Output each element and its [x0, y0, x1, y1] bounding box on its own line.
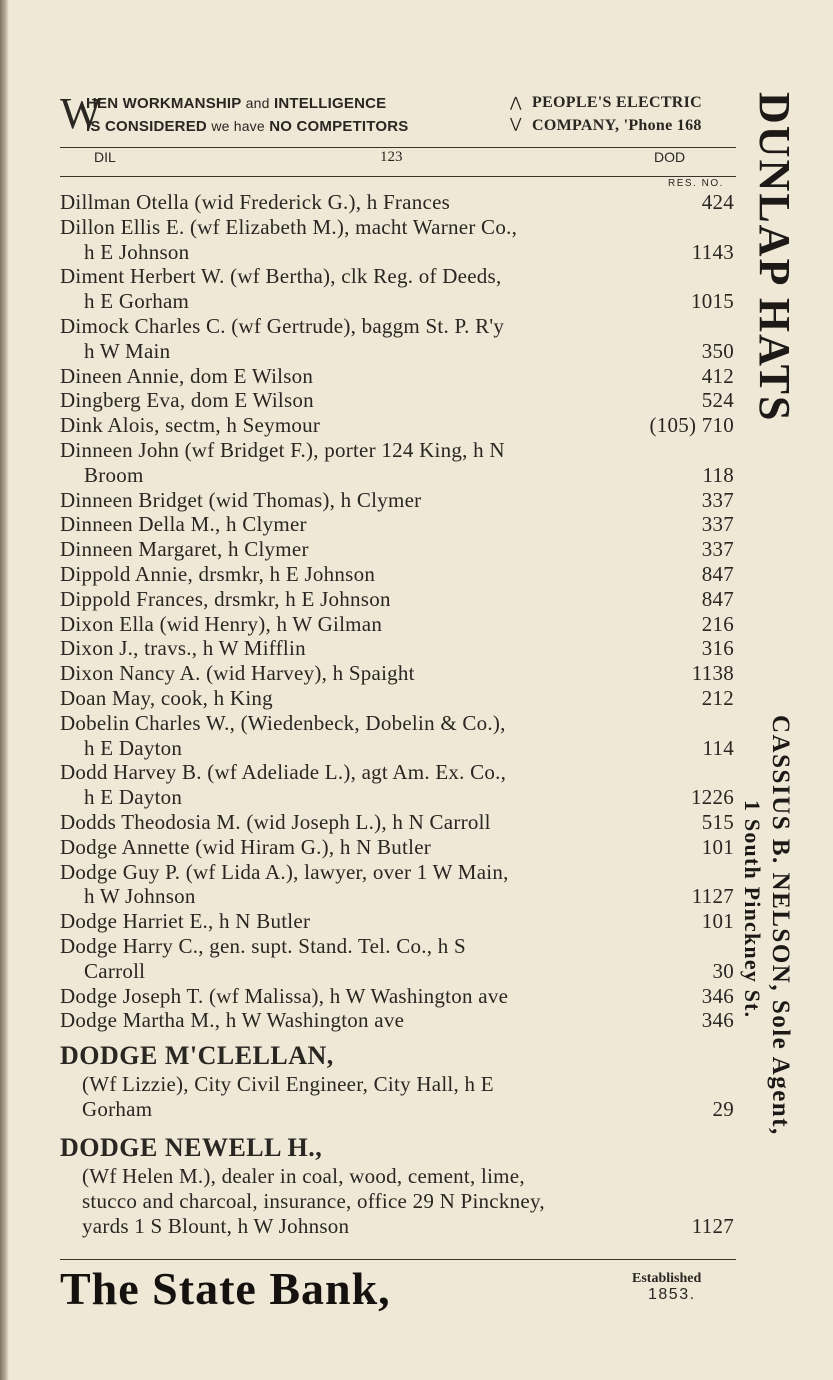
bold-entry-name: DODGE NEWELL H.,	[60, 1133, 323, 1162]
entry-text: h W Main	[84, 338, 171, 363]
bold-entry-dodge-mcclellan	[60, 1040, 736, 1122]
header-ad-line-1-and: and	[245, 95, 270, 111]
directory-entry	[60, 835, 736, 860]
entry-res-number: 412	[701, 363, 734, 388]
entry-text: h E Dayton	[84, 785, 183, 810]
entry-text: h E Johnson	[84, 239, 190, 264]
entry-res-number: 515	[701, 809, 734, 834]
directory-entry-continuation	[60, 240, 736, 265]
footer-rule	[60, 1259, 736, 1260]
directory-entry	[60, 314, 736, 339]
bold-entry-dodge-newell	[60, 1132, 736, 1238]
entry-res-number: 1127	[691, 1213, 734, 1238]
header-ad-line-1-rest: INTELLIGENCE	[273, 95, 387, 112]
bold-entry-line	[60, 1164, 736, 1189]
directory-entry	[60, 612, 736, 637]
directory-entry	[60, 537, 736, 562]
entry-res-number: (105) 710	[649, 413, 734, 438]
side-ad-title: DUNLAP HATS	[750, 92, 799, 423]
entry-text: Gorham	[82, 1096, 153, 1121]
bold-entry-name: DODGE M'CLELLAN,	[60, 1041, 334, 1070]
header-ad-line-1-caps: HEN WORKMANSHIP	[86, 95, 242, 112]
entry-res-number: 316	[701, 636, 734, 661]
entry-text: Dillon Ellis E. (wf Elizabeth M.), macht Warner Co.,	[60, 214, 518, 239]
directory-entry	[60, 190, 736, 215]
entry-text: Dodds Theodosia M. (wid Joseph L.), h N Carroll	[60, 809, 491, 834]
entry-text: Dinneen Bridget (wid Thomas), h Clymer	[60, 487, 422, 512]
header-rule-top	[60, 147, 736, 148]
entry-res-number: 30	[712, 958, 734, 983]
directory-entry	[60, 810, 736, 835]
page-binding-edge	[0, 0, 9, 1380]
entry-res-number: 346	[701, 1008, 734, 1033]
entry-text: Dink Alois, sectm, h Seymour	[60, 413, 321, 438]
side-ad-address: 1 South Pinckney St.	[740, 800, 765, 1019]
header-company-line-1: PEOPLE'S ELECTRIC	[532, 94, 703, 111]
entry-text: Dodd Harvey B. (wf Adeliade L.), agt Am. Ex. Co.,	[60, 760, 507, 785]
entry-text: h E Dayton	[84, 735, 183, 760]
entry-res-number: 1226	[691, 785, 734, 810]
directory-entry	[60, 364, 736, 389]
bank-ad-name: The State Bank,	[60, 1263, 391, 1314]
entry-text: Dinneen John (wf Bridget F.), porter 124 King, h N	[60, 437, 505, 462]
entry-text: Dodge Harriet E., h N Butler	[60, 909, 311, 934]
directory-entry	[60, 512, 736, 537]
directory-entry-continuation	[60, 959, 736, 984]
entry-res-number: 1138	[691, 661, 734, 686]
entry-text: Dippold Annie, drsmkr, h E Johnson	[60, 561, 376, 586]
header-arrow-down-icon: ⋁	[510, 117, 522, 132]
header-initial-w: W	[60, 89, 102, 138]
entry-text: Dodge Guy P. (wf Lida A.), lawyer, over 1 W Main,	[60, 859, 509, 884]
bank-ad-year: 1853.	[648, 1286, 696, 1303]
entry-text: Dodge Harry C., gen. supt. Stand. Tel. Co., h S	[60, 933, 466, 958]
entry-text: Dixon Nancy A. (wid Harvey), h Spaight	[60, 661, 415, 686]
entry-text: Broom	[84, 462, 144, 487]
entry-text: h E Gorham	[84, 289, 190, 314]
entry-res-number: 424	[701, 190, 734, 214]
directory-entry	[60, 562, 736, 587]
entry-text: Dobelin Charles W., (Wiedenbeck, Dobelin & Co.),	[60, 710, 506, 735]
entry-text: Dodge Martha M., h W Washington ave	[60, 1008, 405, 1033]
entry-text: Dimock Charles C. (wf Gertrude), baggm St. P. R'y	[60, 313, 505, 338]
header-company-line-2: COMPANY, 'Phone 168	[532, 117, 702, 134]
directory-entry-continuation	[60, 785, 736, 810]
directory-entry	[60, 934, 736, 959]
directory-entry-continuation	[60, 884, 736, 909]
entry-text: yards 1 S Blount, h W Johnson	[82, 1213, 350, 1238]
entry-res-number: 114	[702, 735, 734, 760]
entry-res-number: 346	[701, 983, 734, 1008]
entry-res-number: 337	[701, 512, 734, 537]
entry-res-number: 216	[701, 611, 734, 636]
entry-text: h W Johnson	[84, 884, 196, 909]
directory-entry	[60, 661, 736, 686]
entry-res-number: 847	[701, 586, 734, 611]
entry-res-number: 1127	[691, 884, 734, 909]
entry-res-number: 101	[701, 909, 734, 934]
entry-res-number: 337	[701, 487, 734, 512]
entry-text: Doan May, cook, h King	[60, 685, 273, 710]
bold-entry-line	[60, 1214, 736, 1239]
entry-text: Dodge Joseph T. (wf Malissa), h W Washington ave	[60, 983, 509, 1008]
bank-ad-established	[632, 1271, 701, 1303]
page-number: 123	[380, 149, 403, 165]
entry-text: stucco and charcoal, insurance, office 29 N Pinckney,	[82, 1188, 545, 1213]
entry-res-number: 212	[701, 685, 734, 710]
entry-text: Dippold Frances, drsmkr, h E Johnson	[60, 586, 391, 611]
directory-entry	[60, 1008, 736, 1033]
entry-text: (Wf Lizzie), City Civil Engineer, City Hall, h E	[82, 1072, 494, 1096]
bank-ad-established-label: Established	[632, 1271, 702, 1286]
header-rule-bottom	[60, 176, 736, 177]
entry-text: Dinneen Margaret, h Clymer	[60, 537, 309, 562]
res-no-column-header: RES. NO.	[668, 178, 724, 189]
directory-entry	[60, 488, 736, 513]
header-ad-line-2	[86, 118, 408, 135]
directory-entry	[60, 264, 736, 289]
directory-entry	[60, 413, 736, 438]
entry-text: Carroll	[84, 958, 146, 983]
directory-entry-continuation	[60, 339, 736, 364]
entry-res-number: 847	[701, 561, 734, 586]
directory-entry-continuation	[60, 289, 736, 314]
directory-entry	[60, 711, 736, 736]
directory-entry	[60, 686, 736, 711]
bold-entry-line	[60, 1072, 736, 1097]
entry-res-number: 1015	[691, 289, 734, 314]
entry-text: Dinneen Della M., h Clymer	[60, 512, 307, 537]
header-ad-line-2-mid: we have	[211, 118, 265, 134]
side-ad-agent: CASSIUS B. NELSON, Sole Agent,	[767, 715, 794, 1136]
entry-res-number: 337	[701, 537, 734, 562]
entry-res-number: 29	[712, 1096, 734, 1121]
header-arrow-up-icon: ⋀	[510, 96, 522, 111]
directory-entry-continuation	[60, 463, 736, 488]
directory-entry-continuation	[60, 736, 736, 761]
entry-res-number: 1143	[691, 239, 734, 264]
entry-text: Dineen Annie, dom E Wilson	[60, 363, 314, 388]
entry-text: Dixon J., travs., h W Mifflin	[60, 636, 306, 661]
header-ad-line-1	[86, 95, 386, 112]
entry-res-number: 101	[701, 834, 734, 859]
bold-entry-line	[60, 1189, 736, 1214]
directory-entry	[60, 860, 736, 885]
entry-text: (Wf Helen M.), dealer in coal, wood, cement, lime,	[82, 1164, 525, 1188]
directory-entry	[60, 438, 736, 463]
directory-entry	[60, 388, 736, 413]
guide-word-right: DOD	[654, 149, 686, 165]
entry-text: Diment Herbert W. (wf Bertha), clk Reg. of Deeds,	[60, 264, 502, 289]
entry-text: Dixon Ella (wid Henry), h W Gilman	[60, 611, 383, 636]
bold-entry-line	[60, 1097, 736, 1122]
entry-res-number: 524	[701, 388, 734, 413]
guide-word-left: DIL	[94, 149, 116, 165]
directory-entry	[60, 760, 736, 785]
header-ad-line-2-rest: NO COMPETITORS	[269, 118, 409, 135]
header-ad-line-2-caps: IS CONSIDERED	[86, 118, 207, 135]
entry-text: Dingberg Eva, dom E Wilson	[60, 388, 314, 413]
directory-listing	[60, 190, 736, 1033]
entry-res-number: 118	[702, 462, 734, 487]
entry-res-number: 350	[701, 338, 734, 363]
directory-entry	[60, 215, 736, 240]
entry-text: Dillman Otella (wid Frederick G.), h Frances	[60, 190, 451, 214]
directory-entry	[60, 587, 736, 612]
directory-entry	[60, 984, 736, 1009]
directory-entry	[60, 636, 736, 661]
entry-text: Dodge Annette (wid Hiram G.), h N Butler	[60, 834, 432, 859]
directory-entry	[60, 909, 736, 934]
